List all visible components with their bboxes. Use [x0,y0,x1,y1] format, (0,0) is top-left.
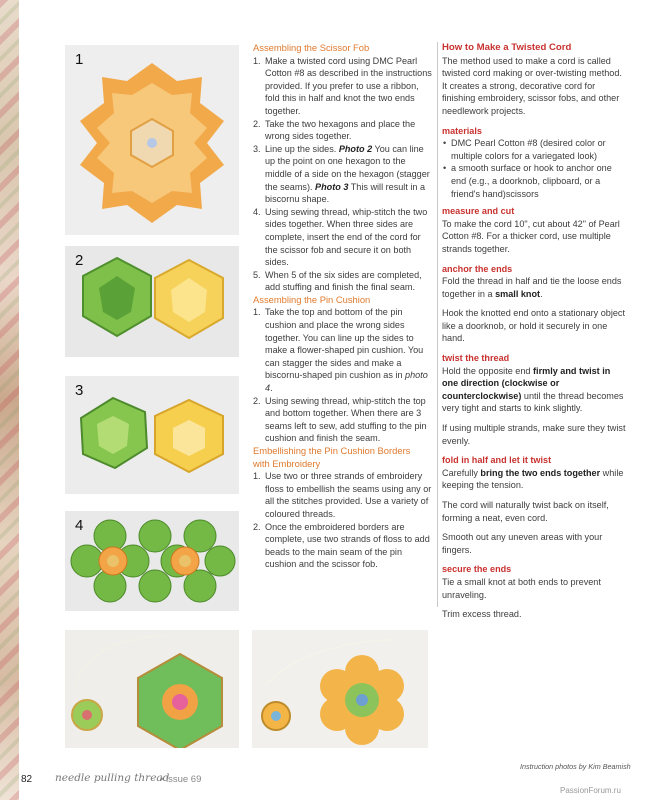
pin-cushion-heading: Assembling the Pin Cushion [253,293,371,305]
twist-heading: twist the thread [442,353,510,364]
twist-text: Hold the opposite end firmly and twist in one direction (clockwise or counterclockwise) until the thread becomes very tight and starts to kink slightly. [442,365,624,414]
fold-text-2: The cord will naturally twist back on itself, forming a neat, even cord. [442,500,609,523]
issue-label: • issue 69 [160,774,202,785]
photo-3-staggered-hexagons [65,376,239,494]
photo-number: 3 [75,382,84,399]
middle-column [253,42,433,571]
list-item: • a smooth surface or hook to anchor one end (e.g., a doorknob, clipboard, or a friend's hand)scissors [442,162,627,200]
photo-ref: photo 4 [265,370,428,394]
photo-finished-orange-pincushion [252,630,428,748]
photo-number: 2 [75,252,84,269]
photo-4-flower-panels [65,511,239,611]
secure-heading: secure the ends [442,564,512,575]
fold-text: Carefully bring the two ends together while keeping the tension. [442,467,624,491]
anchor-text-2: Hook the knotted end onto a stationary object like a doorknob, or hold it securely in one hand. [442,308,626,344]
list-item: 1. Make a twisted cord using DMC Pearl Cotton #8 as described in the instructions provided. If you prefer to use a ribbon, fold this in half and knot the two ends together. [253,55,432,116]
photo-credit: Instruction photos by Kim Beamish [520,762,631,771]
secure-text-2: Trim excess thread. [442,609,522,620]
anchor-heading: anchor the ends [442,263,513,274]
photo-number: 1 [75,51,84,68]
twisted-cord-intro: The method used to make a cord is called twisted cord making or over-twisting method. It creates a strong, decorative cord for finishing embroidery, scissor fobs, and other needlework projects. [442,55,622,116]
scissor-fob-steps [253,55,433,294]
photo-ref: Photo 2 [338,143,373,154]
list-item: 3. Line up the sides. Photo 2 You can line up the point on one hexagon to the middle of a side on the hexagon (stagger the seams). Photo 3 This will result in a biscornu shape. [253,143,430,205]
right-column [442,42,627,628]
twist-text-2: If using multiple strands, make sure they twist evenly. [442,423,626,446]
list-item: 4. Using sewing thread, whip-stitch the two sides together. When three sides are complete, insert the end of the cord for the scissor fob and secure it on both sides. [253,206,428,268]
list-item: 2. Using sewing thread, whip-stitch the top and bottom together. When there are 3 seams left to sew, add stuffing to the pin cushion and finish the seam. [253,395,427,444]
fold-heading: fold in half and let it twist [442,455,552,466]
pin-cushion-steps [253,306,433,445]
list-item: 1. Use two or three strands of embroidery floss to embellish the seams using any or all the stitches provided. Use a variety of coloured threads. [253,471,432,519]
embellish-steps [253,470,433,571]
photo-finished-green-pincushion [65,630,239,748]
list-item: 2. Once the embroidered borders are complete, use two strands of floss to add beads to the main seam of the pin cushion and the scissor fob. [253,521,430,570]
fabric-spine-strip [0,0,19,800]
list-item: • DMC Pearl Cotton #8 (desired color or multiple colors for a variegated look) [442,137,627,162]
magazine-title: needle pulling thread [55,772,170,784]
photo-1-hexagon-template [65,45,239,235]
photo-number: 4 [75,517,84,534]
measure-text: To make the cord 10", cut about 42" of Pearl Cotton #8. For a thicker cord, use multiple strands together. [442,218,620,254]
list-item: 2. Take the two hexagons and place the wrong sides together. [253,118,416,142]
page-number: 82 [21,774,33,785]
anchor-text: Fold the thread in half and tie the loose ends together in a small knot. [442,276,622,299]
column-divider [437,42,438,607]
list-item: 5. When 5 of the six sides are completed, add stuffing and finish the final seam. [253,269,422,293]
secure-text: Tie a small knot at both ends to prevent unraveling. [442,576,601,600]
site-watermark: PassionForum.ru [560,786,621,795]
embellish-heading: Embellishing the Pin Cushion Borders with Embroidery [253,445,411,469]
list-item: 1. Take the top and bottom of the pin cushion and place the wrong sides together. You can line up the sides to make a flower-shaped pin cushion. You can stagger the sides and make a biscornu-shaped pin cushion as in photo 4. [253,307,428,394]
scissor-fob-heading: Assembling the Scissor Fob [253,42,370,53]
measure-heading: measure and cut [442,206,515,217]
materials-list [442,137,627,200]
twisted-cord-heading: How to Make a Twisted Cord [442,42,572,53]
photo-2-two-hexagons [65,246,239,357]
materials-heading: materials [442,125,482,136]
fold-text-3: Smooth out any uneven areas with your fingers. [442,532,603,555]
photo-ref: Photo 3 [315,181,349,192]
